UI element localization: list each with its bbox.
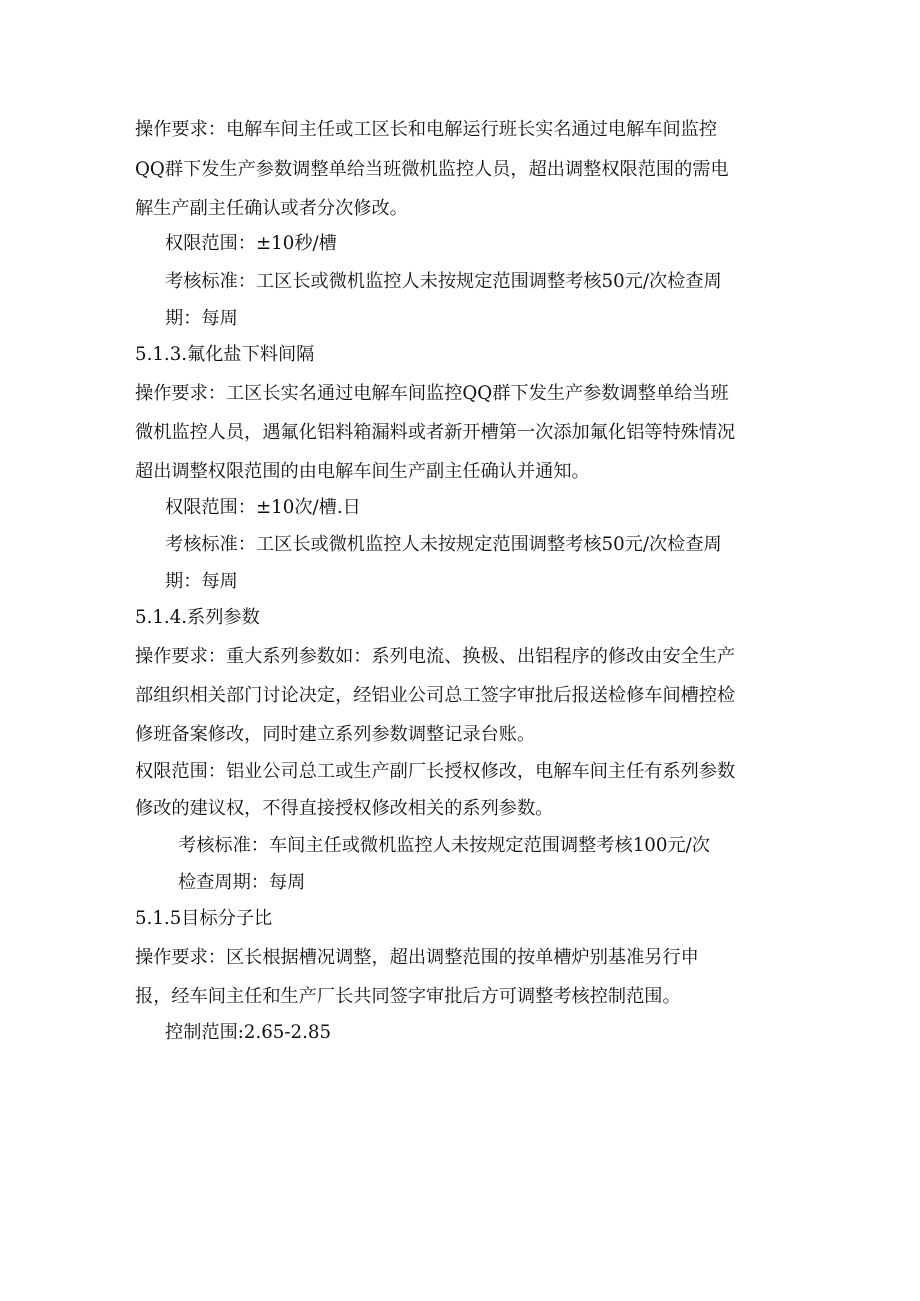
body-line: 超出调整权限范围的由电解车间生产副主任确认并通知。	[135, 461, 590, 482]
body-line: 操作要求：区长根据槽况调整，超出调整范围的按单槽炉别基准另行申	[135, 947, 699, 968]
scope-line: 权限范围：±10次/槽.日	[165, 497, 361, 518]
section-heading: 5.1.5目标分子比	[135, 908, 273, 929]
section-heading: 5.1.3.氟化盐下料间隔	[135, 344, 315, 365]
assessment-line: 考核标准：车间主任或微机监控人未按规定范围调整考核100元/次	[178, 835, 710, 856]
control-range-line: 控制范围:2.65-2.85	[165, 1022, 332, 1043]
scope-line: 权限范围：铝业公司总工或生产副厂长授权修改，电解车间主任有系列参数	[135, 761, 736, 782]
body-line: 修班备案修改，同时建立系列参数调整记录台账。	[135, 724, 536, 745]
assessment-line: 期：每周	[165, 308, 238, 329]
scope-line: 权限范围：±10秒/槽	[165, 233, 337, 254]
body-line: QQ群下发生产参数调整单给当班微机监控人员，超出调整权限范围的需电	[135, 159, 729, 180]
body-line: 操作要求：电解车间主任或工区长和电解运行班长实名通过电解车间监控	[135, 119, 718, 140]
body-line: 部组织相关部门讨论决定，经铝业公司总工签字审批后报送检修车间槽控检	[135, 685, 736, 706]
assessment-line: 考核标准：工区长或微机监控人未按规定范围调整考核50元/次检查周	[165, 271, 722, 292]
body-line: 解生产副主任确认或者分次修改。	[135, 198, 408, 219]
scope-line: 修改的建议权，不得直接授权修改相关的系列参数。	[135, 798, 554, 819]
body-line: 报，经车间主任和生产厂长共同签字审批后方可调整考核控制范围。	[135, 986, 681, 1007]
assessment-line: 期：每周	[165, 571, 238, 592]
assessment-line: 检查周期：每周	[178, 872, 306, 893]
body-line: 操作要求：工区长实名通过电解车间监控QQ群下发生产参数调整单给当班	[135, 383, 729, 404]
section-heading: 5.1.4.系列参数	[135, 607, 260, 628]
assessment-line: 考核标准：工区长或微机监控人未按规定范围调整考核50元/次检查周	[165, 534, 722, 555]
body-line: 操作要求：重大系列参数如：系列电流、换极、出铝程序的修改由安全生产	[135, 646, 736, 667]
body-line: 微机监控人员，遇氟化铝料箱漏料或者新开槽第一次添加氟化铝等特殊情况	[135, 422, 736, 443]
